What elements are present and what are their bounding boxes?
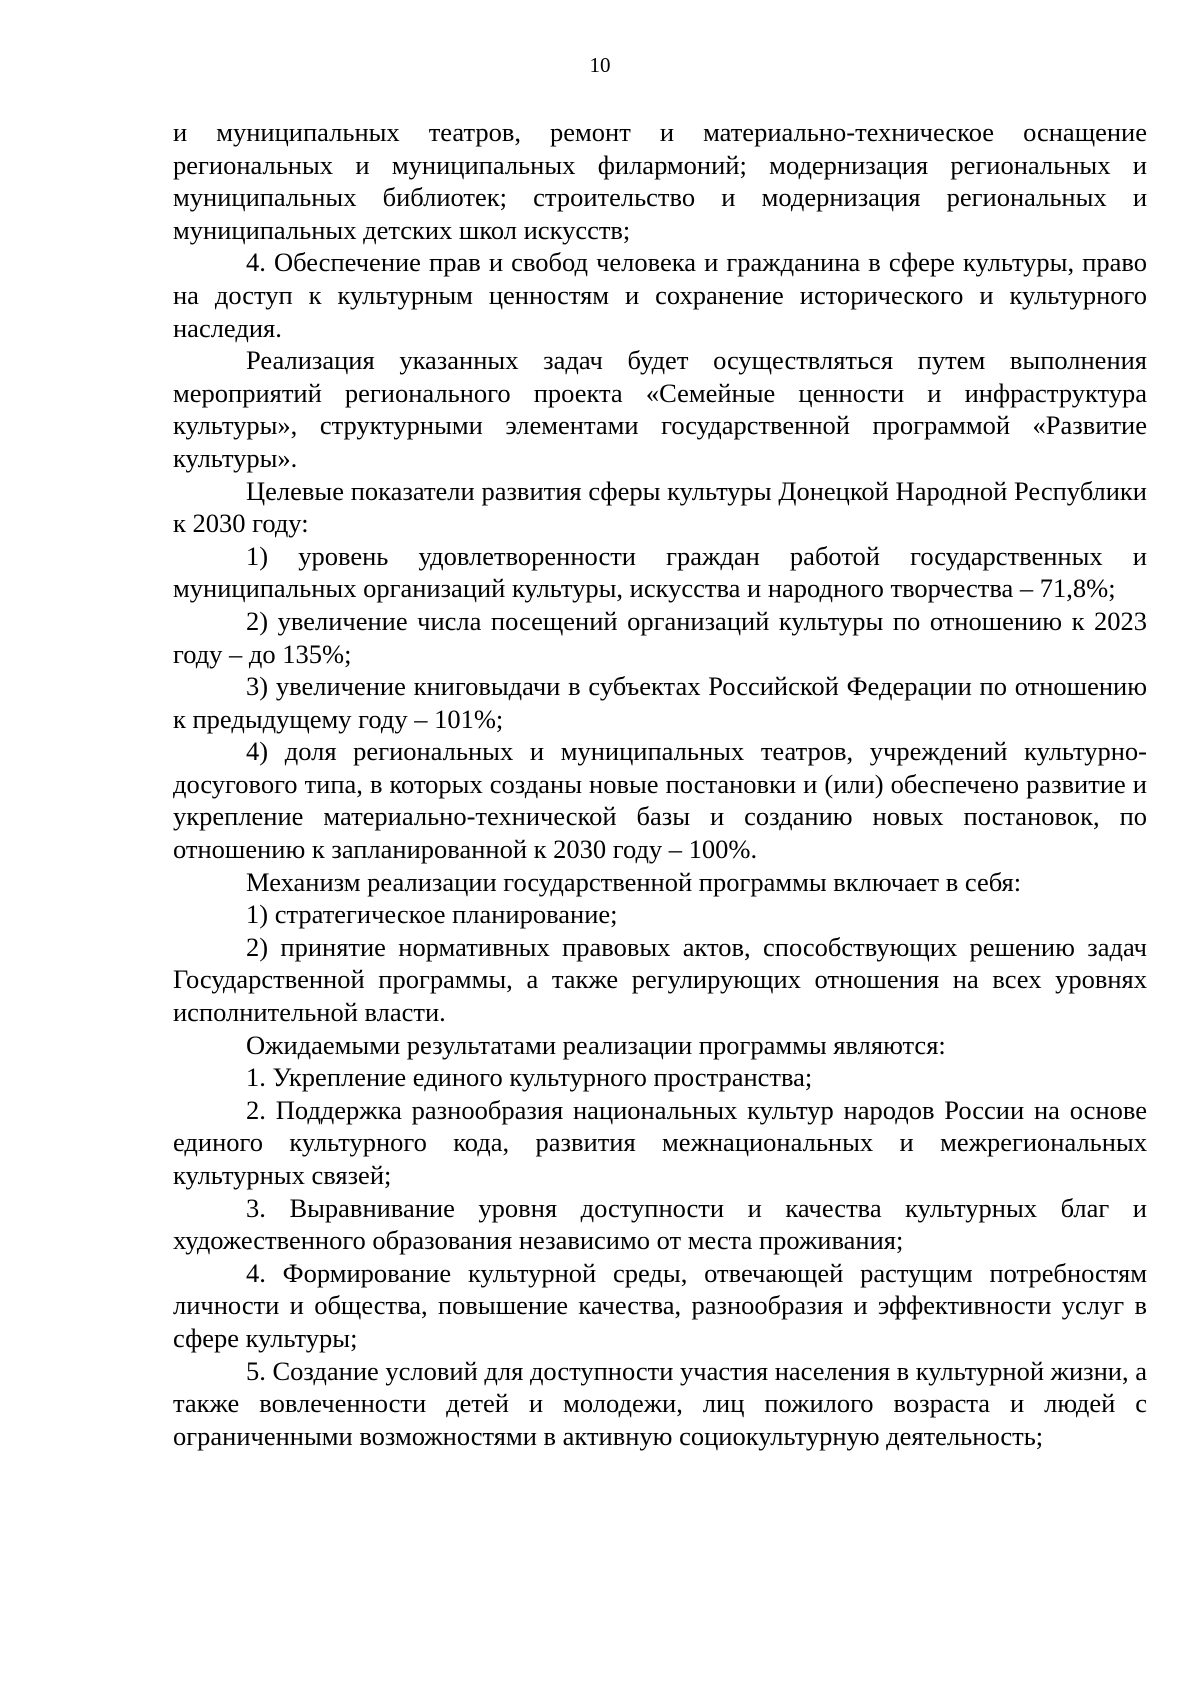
paragraph-mechanism-heading: Механизм реализации государственной программы включает в себя:	[246, 866, 1022, 897]
document-body	[173, 116, 1147, 1452]
paragraph-task-4: 4. Обеспечение прав и свобод человека и гражданина в сфере культуры, право на доступ к культурным ценностям и сохранение исторического и культурного наследия.	[173, 247, 1147, 343]
paragraph-result-4: 4. Формирование культурной среды, отвечающей растущим потребностям личности и общества, повышение качества, разнообразия и эффективности услуг в сфере культуры;	[173, 1257, 1147, 1353]
paragraph-result-1: 1. Укрепление единого культурного пространства;	[246, 1062, 813, 1093]
paragraph-result-2: 2. Поддержка разнообразия национальных культур народов России на основе единого культурного кода, развития межнациональных и межрегиональных культурных связей;	[173, 1094, 1147, 1190]
paragraph-implementation: Реализация указанных задач будет осуществляться путем выполнения мероприятий регионального проекта «Семейные ценности и инфраструктура культуры», структурными элементами государственной программой «Развитие культуры».	[173, 345, 1147, 473]
paragraph-tasks-continued: и муниципальных театров, ремонт и материально-техническое оснащение региональных и муниципальных филармоний; модернизация региональных и муниципальных библиотек; строительство и модернизация региональных и муниципальных детских школ искусств;	[173, 117, 1147, 245]
paragraph-indicator-3: 3) увеличение книговыдачи в субъектах Российской Федерации по отношению к предыдущему году – 101%;	[173, 671, 1147, 734]
paragraph-mechanism-1: 1) стратегическое планирование;	[246, 899, 618, 930]
page-number: 10	[589, 53, 611, 77]
paragraph-target-indicators-heading: Целевые показатели развития сферы культуры Донецкой Народной Республики к 2030 году:	[173, 475, 1147, 539]
paragraph-indicator-2: 2) увеличение числа посещений организаций культуры по отношению к 2023 году – до 135%;	[173, 605, 1147, 669]
paragraph-mechanism-2: 2) принятие нормативных правовых актов, способствующих решению задач Государственной программы, а также регулирующих отношения на всех уровнях исполнительной власти.	[173, 931, 1147, 1028]
paragraph-results-heading: Ожидаемыми результатами реализации программы являются:	[246, 1029, 946, 1060]
paragraph-indicator-1: 1) уровень удовлетворенности граждан работой государственных и муниципальных организаций культуры, искусства и народного творчества – 71,8%;	[173, 540, 1147, 604]
paragraph-result-5: 5. Создание условий для доступности участия населения в культурной жизни, а также вовлеченности детей и молодежи, лиц пожилого возраста и людей с ограниченными возможностями в активную социокультурную деятельность;	[173, 1355, 1147, 1451]
paragraph-indicator-4: 4) доля региональных и муниципальных театров, учреждений культурно-досугового типа, в которых созданы новые постановки и (или) обеспечено развитие и укрепление материально-технической базы и созданию новых постановок, по отношению к запланированной к 2030 году – 100%.	[173, 736, 1147, 865]
paragraph-result-3: 3. Выравнивание уровня доступности и качества культурных благ и художественного образования независимо от места проживания;	[173, 1192, 1147, 1256]
